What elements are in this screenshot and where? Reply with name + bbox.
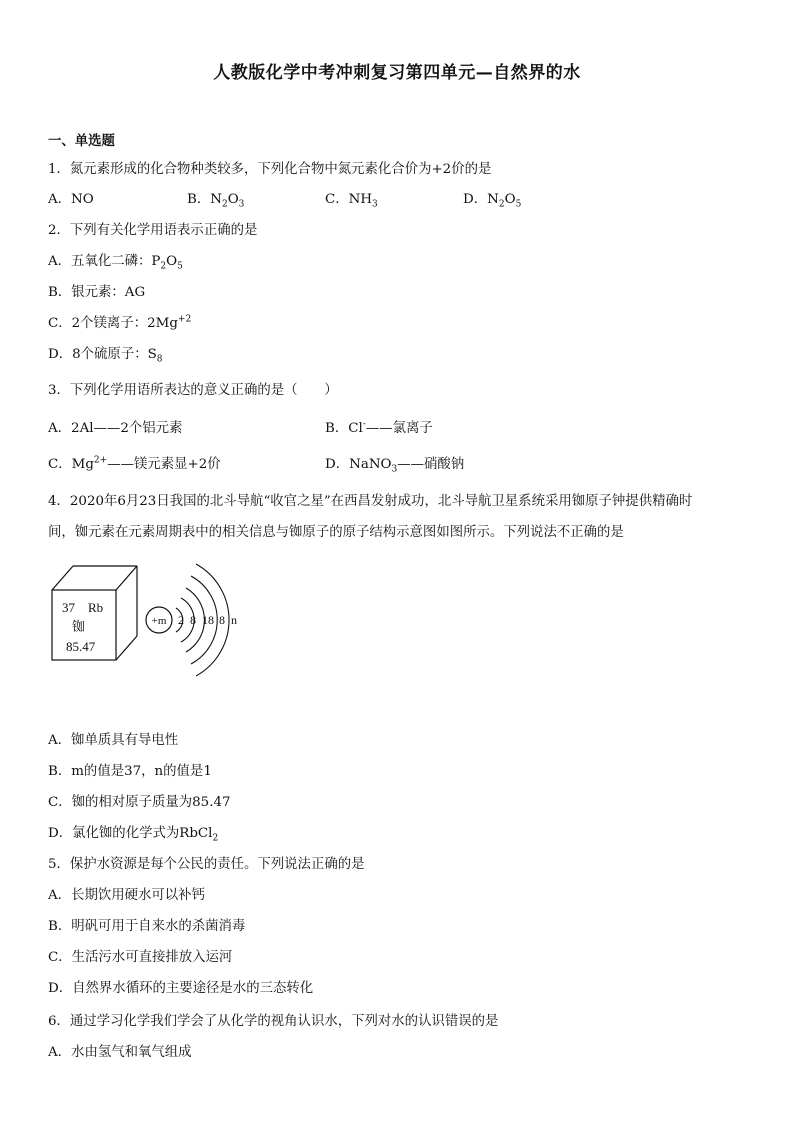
atomic-number: 37 bbox=[62, 600, 75, 615]
rubidium-diagram bbox=[48, 560, 248, 685]
atomic-mass: 85.47 bbox=[66, 639, 96, 654]
question-4-option-c: C．铷的相对原子质量为85.47 bbox=[48, 795, 231, 810]
question-4-stem-line-1: 4．2020年6月23日我国的北斗导航“收官之星”在西昌发射成功，北斗导航卫星系统采用铷原子钟提供精确时 bbox=[48, 494, 693, 509]
question-3-stem: 3．下列化学用语所表达的意义正确的是（ ） bbox=[48, 383, 338, 398]
question-4-option-d: D．氯化铷的化学式为RbCl$_2$ bbox=[48, 826, 219, 844]
shell-1-count: 2 bbox=[178, 613, 184, 627]
question-5-option-b: B．明矾可用于自来水的杀菌消毒 bbox=[48, 919, 246, 934]
question-3-option-b: B．Cl-——氯离子 bbox=[325, 419, 433, 436]
shell-2-count: 8 bbox=[190, 613, 196, 627]
element-name: 铷 bbox=[72, 619, 86, 634]
shell-5-count: n bbox=[231, 613, 237, 627]
question-1-option-a: A．NO bbox=[48, 192, 94, 207]
element-symbol: Rb bbox=[88, 600, 104, 615]
question-2-option-c: C．2个镁离子：$2Mg^{+2}$ bbox=[48, 314, 192, 331]
question-1-option-d: D．$N_2O_5$ bbox=[463, 192, 522, 210]
question-5-option-c: C．生活污水可直接排放入运河 bbox=[48, 950, 233, 965]
question-2-option-a: A．五氧化二磷：$P_2O_5$ bbox=[48, 254, 183, 272]
question-4-option-b: B．m的值是37，n的值是1 bbox=[48, 764, 212, 779]
question-1-option-c: C．$NH_3$ bbox=[325, 192, 378, 210]
question-3-option-c: C．$Mg^{2+}——$镁元素显+2价 bbox=[48, 455, 221, 472]
question-3-option-d: D．NaNO$_3$——硝酸钠 bbox=[325, 457, 465, 475]
question-4-option-a: A．铷单质具有导电性 bbox=[48, 733, 179, 748]
question-2-stem: 2．下列有关化学用语表示正确的是 bbox=[48, 223, 258, 238]
question-5-option-a: A．长期饮用硬水可以补钙 bbox=[48, 888, 205, 903]
question-5-stem: 5．保护水资源是每个公民的责任。下列说法正确的是 bbox=[48, 857, 365, 872]
question-5-option-d: D．自然界水循环的主要途径是水的三态转化 bbox=[48, 981, 314, 996]
nuclear-charge: +m bbox=[151, 615, 167, 627]
question-2-option-d: D．8个硫原子：$S_8$ bbox=[48, 347, 163, 365]
page-title: 人教版化学中考冲刺复习第四单元—自然界的水 bbox=[213, 63, 581, 83]
question-1-stem: 1．氮元素形成的化合物种类较多，下列化合物中氮元素化合价为+2价的是 bbox=[48, 162, 492, 177]
question-4-stem-line-2: 间，铷元素在元素周期表中的相关信息与铷原子的原子结构示意图如图所示。下列说法不正确的是 bbox=[48, 525, 624, 540]
question-1-option-b: B．$N_2O_3$ bbox=[187, 192, 245, 210]
question-6-option-a: A．水由氢气和氧气组成 bbox=[48, 1045, 192, 1060]
shell-3-count: 18 bbox=[202, 613, 214, 627]
question-6-stem: 6．通过学习化学我们学会了从化学的视角认识水，下列对水的认识错误的是 bbox=[48, 1014, 499, 1029]
question-3-option-a: A．2Al——2个铝元素 bbox=[48, 421, 183, 436]
section-heading: 一、单选题 bbox=[48, 134, 115, 149]
question-2-option-b: B．银元素：AG bbox=[48, 285, 146, 300]
shell-4-count: 8 bbox=[219, 613, 225, 627]
